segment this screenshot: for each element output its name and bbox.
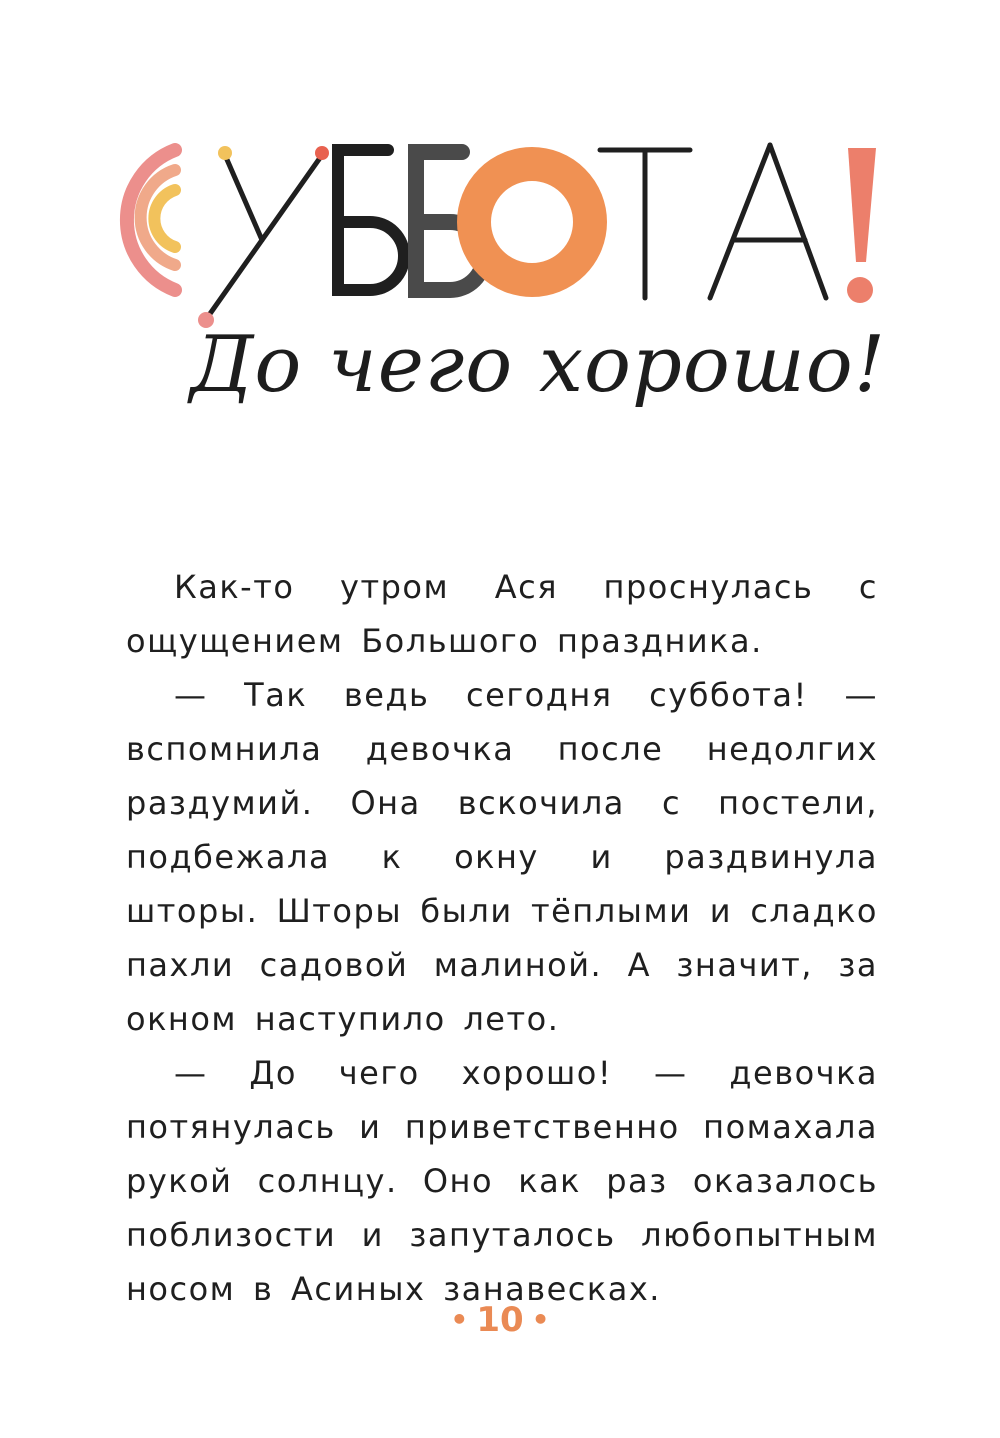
page-number-dot-left: • — [450, 1303, 469, 1336]
letter-s-rainbow — [127, 150, 175, 290]
exclamation-mark — [847, 148, 876, 303]
letter-a — [710, 145, 826, 298]
subtitle-text: До чего хорошо! — [190, 320, 887, 410]
page-number — [0, 1300, 1000, 1340]
title-subtitle — [190, 300, 887, 440]
letter-t — [600, 150, 690, 298]
paragraph-2: — Так ведь сегодня суббота! — вспомнила девочка после недолгих раздумий. Она вскочила с постели, подбежала к окну и раздвинула шторы. Шторы были тёплыми и сладко пахли садовой малиной. А значит, за окном наступило лето. — [126, 676, 878, 1038]
paragraph-1: Как-то утром Ася проснулась с ощущением Большого праздника. — [126, 568, 878, 660]
letter-b1 — [338, 150, 404, 290]
letter-o — [474, 164, 590, 280]
page-number-dot-right: • — [531, 1303, 550, 1336]
story-text — [126, 560, 878, 1316]
page-number-value: 10 — [476, 1300, 524, 1340]
paragraph-3: — До чего хорошо! — девочка потянулась и приветственно помахала рукой солнцу. Оно как раз оказалось поблизости и запуталось любопытным носом в Асиных занавесках. — [126, 1054, 878, 1308]
